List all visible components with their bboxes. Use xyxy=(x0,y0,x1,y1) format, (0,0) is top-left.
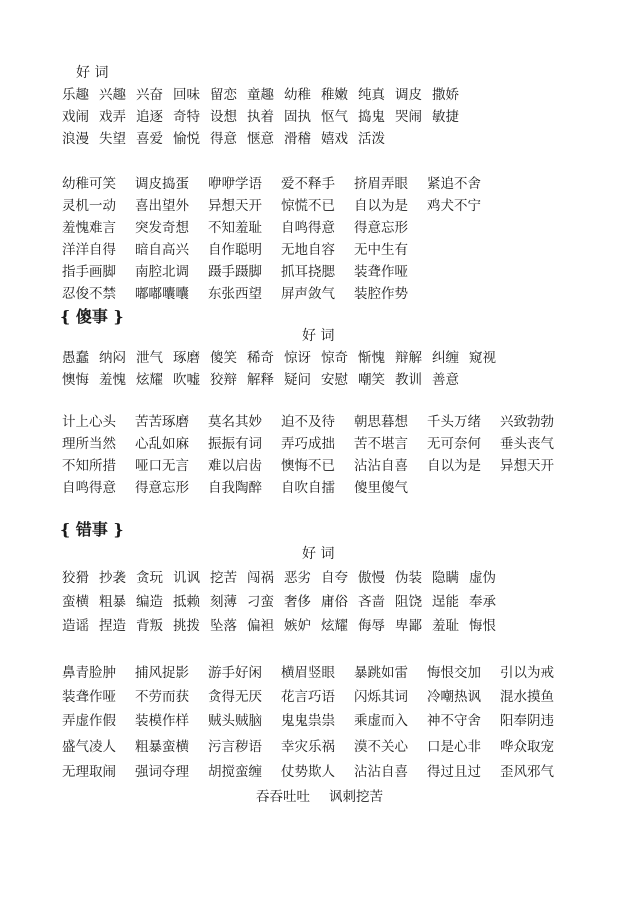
word-item: 恶劣 xyxy=(284,570,311,586)
idiom-item: 沾沾自喜 xyxy=(354,458,408,474)
word-item: 固执 xyxy=(284,109,311,125)
idiom-item: 垂头丧气 xyxy=(500,436,554,452)
idiom-item: 贼头贼脑 xyxy=(208,713,262,729)
idiom-item: 傻里傻气 xyxy=(354,480,408,496)
word-item: 虚伪 xyxy=(469,570,496,586)
word-item: 纯真 xyxy=(358,87,385,103)
idiom-item: 胡搅蛮缠 xyxy=(208,764,262,780)
idiom-item: 横眉竖眼 xyxy=(281,665,335,681)
idiom-item: 不劳而获 xyxy=(135,689,189,705)
word-item: 嫉妒 xyxy=(284,618,311,634)
idiom-item: 指手画脚 xyxy=(62,264,116,280)
idiom-item: 幼稚可笑 xyxy=(62,176,116,192)
idiom-item: 鬼鬼祟祟 xyxy=(281,713,335,729)
idiom-item: 暴跳如雷 xyxy=(354,665,408,681)
idiom-item: 喜出望外 xyxy=(135,198,189,214)
idiom-item: 无理取闹 xyxy=(62,764,116,780)
word-item: 愚蠢 xyxy=(62,350,89,366)
idiom-item: 乘虚而入 xyxy=(354,713,408,729)
word-item: 贪玩 xyxy=(136,570,163,586)
word-item: 怄气 xyxy=(321,109,348,125)
word-item: 捣鬼 xyxy=(358,109,385,125)
word-item: 奉承 xyxy=(469,594,496,610)
idiom-item: 装腔作势 xyxy=(354,286,408,302)
idiom-item: 突发奇想 xyxy=(135,220,189,236)
idiom-item: 自鸣得意 xyxy=(62,480,116,496)
idiom-item: 仗势欺人 xyxy=(281,764,335,780)
word-item: 奢侈 xyxy=(284,594,311,610)
word-item: 纳闷 xyxy=(99,350,126,366)
word-item: 狡猾 xyxy=(62,570,89,586)
word-item: 自夸 xyxy=(321,570,348,586)
idiom-item: 混水摸鱼 xyxy=(500,689,554,705)
idiom-item: 苦苦琢磨 xyxy=(135,414,189,430)
idiom-item: 装聋作哑 xyxy=(354,264,408,280)
idiom-item: 灵机一动 xyxy=(62,198,116,214)
word-item: 设想 xyxy=(210,109,237,125)
word-item: 兴趣 xyxy=(99,87,126,103)
idiom-item: 花言巧语 xyxy=(281,689,335,705)
idiom-item: 幸灾乐祸 xyxy=(281,739,335,755)
word-item: 滑稽 xyxy=(284,131,311,147)
word-item: 蛮横 xyxy=(62,594,89,610)
word-item: 戏弄 xyxy=(99,109,126,125)
idiom-item: 不知羞耻 xyxy=(208,220,262,236)
word-item: 追逐 xyxy=(136,109,163,125)
idiom-item: 吞吞吐吐 xyxy=(256,789,310,805)
word-item: 抵赖 xyxy=(173,594,200,610)
word-item: 吝啬 xyxy=(358,594,385,610)
idiom-item: 鸡犬不宁 xyxy=(427,198,481,214)
word-item: 幼稚 xyxy=(284,87,311,103)
word-item: 敏捷 xyxy=(432,109,459,125)
idiom-item: 引以为戒 xyxy=(500,665,554,681)
word-item: 惊讶 xyxy=(284,350,311,366)
good-words-header: 好 词 xyxy=(76,65,109,81)
word-item: 纠缠 xyxy=(432,350,459,366)
word-item: 疑问 xyxy=(284,372,311,388)
word-item: 傲慢 xyxy=(358,570,385,586)
word-item: 炫耀 xyxy=(321,618,348,634)
word-item: 愉悦 xyxy=(173,131,200,147)
word-item: 琢磨 xyxy=(173,350,200,366)
idiom-item: 得过且过 xyxy=(427,764,481,780)
idiom-item: 紧追不舍 xyxy=(427,176,481,192)
idiom-item: 捕风捉影 xyxy=(135,665,189,681)
idiom-item: 忍俊不禁 xyxy=(62,286,116,302)
idiom-item: 迫不及待 xyxy=(281,414,335,430)
idiom-item: 讽刺挖苦 xyxy=(329,789,383,805)
word-item: 抄袭 xyxy=(99,570,126,586)
idiom-item: 蹑手蹑脚 xyxy=(208,264,262,280)
word-item: 嬉戏 xyxy=(321,131,348,147)
word-item: 悔恨 xyxy=(469,618,496,634)
idiom-item: 无可奈何 xyxy=(427,436,481,452)
word-item: 乐趣 xyxy=(62,87,89,103)
good-words-header: 好 词 xyxy=(302,328,335,344)
idiom-item: 自我陶醉 xyxy=(208,480,262,496)
idiom-item: 兴致勃勃 xyxy=(500,414,554,430)
idiom-item: 无中生有 xyxy=(354,242,408,258)
word-item: 浪漫 xyxy=(62,131,89,147)
idiom-item: 弄虚作假 xyxy=(62,713,116,729)
idiom-item: 惊慌不已 xyxy=(281,198,335,214)
idiom-item: 自鸣得意 xyxy=(281,220,335,236)
idiom-item: 自作聪明 xyxy=(208,242,262,258)
idiom-item: 鼻青脸肿 xyxy=(62,665,116,681)
word-item: 惭愧 xyxy=(358,350,385,366)
word-item: 庸俗 xyxy=(321,594,348,610)
word-item: 编造 xyxy=(136,594,163,610)
idiom-item: 朝思暮想 xyxy=(354,414,408,430)
word-item: 稀奇 xyxy=(247,350,274,366)
idiom-item: 莫名其妙 xyxy=(208,414,262,430)
word-item: 刻薄 xyxy=(210,594,237,610)
word-item: 喜爱 xyxy=(136,131,163,147)
word-item: 安慰 xyxy=(321,372,348,388)
idiom-item: 南腔北调 xyxy=(135,264,189,280)
word-item: 哭闹 xyxy=(395,109,422,125)
word-item: 善意 xyxy=(432,372,459,388)
section-title: { 错事 } xyxy=(60,520,124,539)
word-item: 羞愧 xyxy=(99,372,126,388)
idiom-item: 自吹自擂 xyxy=(281,480,335,496)
idiom-item: 自以为是 xyxy=(427,458,481,474)
word-item: 卑鄙 xyxy=(395,618,422,634)
idiom-item: 盛气凌人 xyxy=(62,739,116,755)
idiom-item: 哗众取宠 xyxy=(500,739,554,755)
idiom-item: 抓耳挠腮 xyxy=(281,264,335,280)
section-title: { 傻事 } xyxy=(60,307,124,326)
idiom-item: 暗自高兴 xyxy=(135,242,189,258)
idiom-item: 嘟嘟囔囔 xyxy=(135,286,189,302)
idiom-item: 贪得无厌 xyxy=(208,689,262,705)
word-item: 执着 xyxy=(247,109,274,125)
idiom-item: 调皮捣蛋 xyxy=(135,176,189,192)
word-item: 兴奋 xyxy=(136,87,163,103)
word-item: 羞耻 xyxy=(432,618,459,634)
idiom-item: 不知所措 xyxy=(62,458,116,474)
idiom-item: 粗暴蛮横 xyxy=(135,739,189,755)
word-item: 背叛 xyxy=(136,618,163,634)
idiom-item: 得意忘形 xyxy=(354,220,408,236)
word-item: 戏闹 xyxy=(62,109,89,125)
idiom-item: 屏声敛气 xyxy=(281,286,335,302)
idiom-item: 沾沾自喜 xyxy=(354,764,408,780)
idiom-item: 爱不释手 xyxy=(281,176,335,192)
word-item: 偏袒 xyxy=(247,618,274,634)
word-item: 挑拨 xyxy=(173,618,200,634)
idiom-item: 得意忘形 xyxy=(135,480,189,496)
word-item: 调皮 xyxy=(395,87,422,103)
word-item: 童趣 xyxy=(247,87,274,103)
word-item: 嘲笑 xyxy=(358,372,385,388)
word-item: 撒娇 xyxy=(432,87,459,103)
word-item: 伪装 xyxy=(395,570,422,586)
idiom-item: 计上心头 xyxy=(62,414,116,430)
word-item: 狡辩 xyxy=(210,372,237,388)
word-item: 坠落 xyxy=(210,618,237,634)
word-item: 捏造 xyxy=(99,618,126,634)
idiom-item: 哑口无言 xyxy=(135,458,189,474)
word-item: 稚嫩 xyxy=(321,87,348,103)
idiom-item: 心乱如麻 xyxy=(135,436,189,452)
word-item: 解释 xyxy=(247,372,274,388)
idiom-item: 异想天开 xyxy=(500,458,554,474)
idiom-item: 理所当然 xyxy=(62,436,116,452)
idiom-item: 洋洋自得 xyxy=(62,242,116,258)
word-item: 惊奇 xyxy=(321,350,348,366)
word-item: 侮辱 xyxy=(358,618,385,634)
word-item: 懊悔 xyxy=(62,372,89,388)
idiom-item: 阳奉阴违 xyxy=(500,713,554,729)
idiom-item: 歪风邪气 xyxy=(500,764,554,780)
idiom-item: 异想天开 xyxy=(208,198,262,214)
word-item: 粗暴 xyxy=(99,594,126,610)
word-item: 留恋 xyxy=(210,87,237,103)
idiom-item: 自以为是 xyxy=(354,198,408,214)
idiom-item: 弄巧成拙 xyxy=(281,436,335,452)
idiom-item: 懊悔不已 xyxy=(281,458,335,474)
word-item: 挖苦 xyxy=(210,570,237,586)
idiom-item: 口是心非 xyxy=(427,739,481,755)
idiom-item: 漠不关心 xyxy=(354,739,408,755)
word-item: 奇特 xyxy=(173,109,200,125)
idiom-item: 装模作样 xyxy=(135,713,189,729)
idiom-item: 强词夺理 xyxy=(135,764,189,780)
idiom-item: 神不守舍 xyxy=(427,713,481,729)
word-item: 活泼 xyxy=(358,131,385,147)
good-words-header: 好 词 xyxy=(302,546,335,562)
idiom-item: 游手好闲 xyxy=(208,665,262,681)
idiom-item: 无地自容 xyxy=(281,242,335,258)
idiom-item: 装聋作哑 xyxy=(62,689,116,705)
word-item: 阻饶 xyxy=(395,594,422,610)
idiom-item: 千头万绪 xyxy=(427,414,481,430)
word-item: 教训 xyxy=(395,372,422,388)
word-item: 闯祸 xyxy=(247,570,274,586)
word-item: 泄气 xyxy=(136,350,163,366)
word-item: 回味 xyxy=(173,87,200,103)
word-item: 讥讽 xyxy=(173,570,200,586)
word-item: 造谣 xyxy=(62,618,89,634)
idiom-item: 污言秽语 xyxy=(208,739,262,755)
idiom-item: 冷嘲热讽 xyxy=(427,689,481,705)
idiom-item: 挤眉弄眼 xyxy=(354,176,408,192)
word-item: 刁蛮 xyxy=(247,594,274,610)
idiom-item: 羞愧难言 xyxy=(62,220,116,236)
word-item: 得意 xyxy=(210,131,237,147)
word-item: 逞能 xyxy=(432,594,459,610)
word-item: 傻笑 xyxy=(210,350,237,366)
idiom-item: 难以启齿 xyxy=(208,458,262,474)
word-item: 惬意 xyxy=(247,131,274,147)
word-item: 炫耀 xyxy=(136,372,163,388)
word-item: 吹嘘 xyxy=(173,372,200,388)
idiom-item: 振振有词 xyxy=(208,436,262,452)
word-item: 辩解 xyxy=(395,350,422,366)
idiom-item: 咿咿学语 xyxy=(208,176,262,192)
idiom-item: 东张西望 xyxy=(208,286,262,302)
idiom-item: 闪烁其词 xyxy=(354,689,408,705)
word-item: 窥视 xyxy=(469,350,496,366)
word-item: 隐瞒 xyxy=(432,570,459,586)
idiom-item: 苦不堪言 xyxy=(354,436,408,452)
word-item: 失望 xyxy=(99,131,126,147)
idiom-item: 悔恨交加 xyxy=(427,665,481,681)
